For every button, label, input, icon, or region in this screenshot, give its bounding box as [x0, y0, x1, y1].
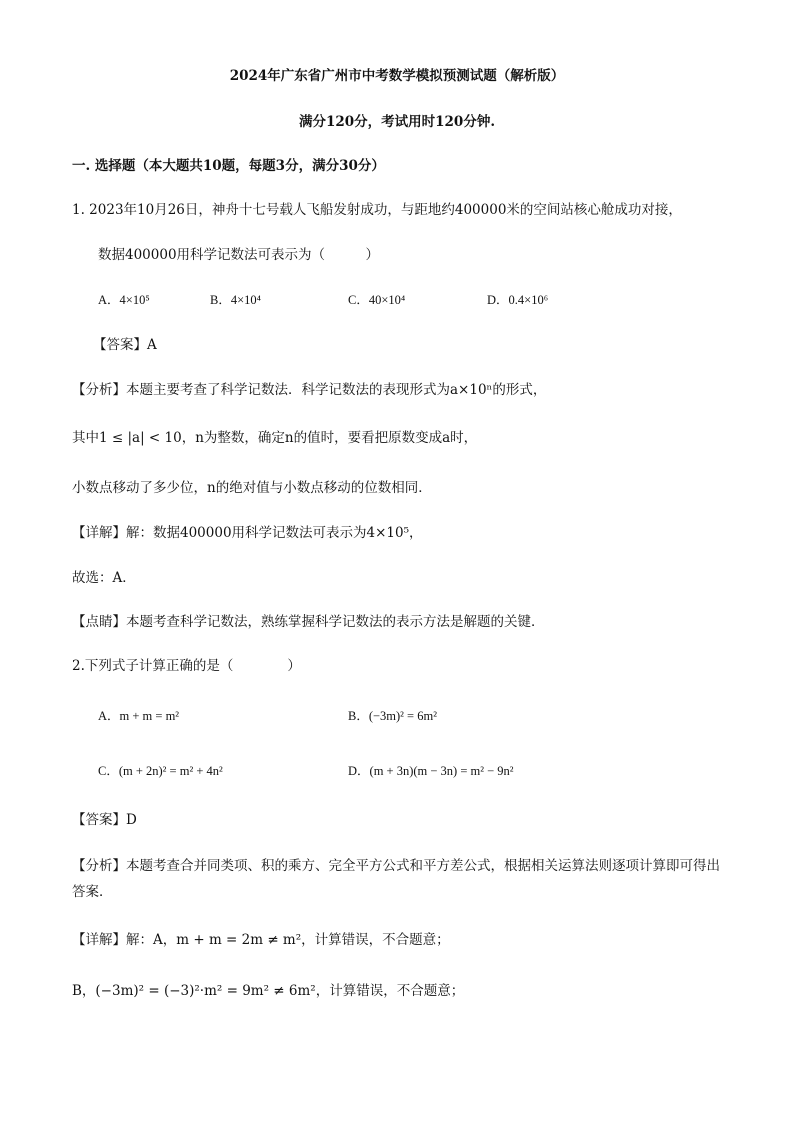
q1-stem-2: 数据400000用科学记数法可表示为（ ） — [98, 247, 380, 263]
q1-analysis-2: 其中1 ≤ |a| < 10，n为整数，确定n的值时，要看把原数变成a时， — [72, 430, 478, 446]
q2-detail-a: 【详解】解：A，m + m = 2m ≠ m²，计算错误，不合题意； — [72, 932, 450, 948]
q1-option-d: D．0.4×10⁶ — [487, 293, 549, 307]
q2-analysis: 【分析】本题考查合并同类项、积的乘方、完全平方公式和平方差公式，根据相关运算法则逐项计算即可得出答案． — [72, 858, 720, 900]
q2-answer: 【答案】D — [72, 812, 137, 828]
q1-answer: 【答案】A — [93, 337, 157, 353]
q1-option-a: A．4×10⁵ — [98, 293, 150, 307]
q2-option-b: B．(−3m)² = 6m² — [348, 709, 437, 723]
q1-analysis-1: 【分析】本题主要考查了科学记数法．科学记数法的表现形式为a×10ⁿ的形式， — [72, 382, 547, 398]
q2-option-c: C．(m + 2n)² = m² + 4n² — [98, 764, 223, 778]
section-heading: 一. 选择题（本大题共10题，每题3分，满分30分） — [72, 158, 385, 174]
q1-analysis-3: 小数点移动了多少位，n的绝对值与小数点移动的位数相同． — [72, 480, 432, 496]
q1-detail: 【详解】解：数据400000用科学记数法可表示为4×10⁵， — [72, 525, 423, 541]
q1-option-c: C．40×10⁴ — [348, 293, 406, 307]
q1-comment: 【点睛】本题考查科学记数法，熟练掌握科学记数法的表示方法是解题的关键． — [72, 614, 545, 630]
q1-stem: 1. 2023年10月26日，神舟十七号载人飞船发射成功，与距地约400000米的空间站核心舱成功对接， — [72, 202, 682, 218]
q2-option-a: A．m + m = m² — [98, 709, 180, 723]
q2-detail-b: B，(−3m)² = (−3)²·m² = 9m² ≠ 6m²，计算错误，不合题意； — [72, 983, 465, 999]
page-subtitle: 满分120分，考试用时120分钟. — [298, 114, 496, 130]
page-title: 2024年广东省广州市中考数学模拟预测试题（解析版） — [229, 68, 565, 84]
q2-option-d: D．(m + 3n)(m − 3n) = m² − 9n² — [348, 764, 514, 778]
q1-option-b: B．4×10⁴ — [210, 293, 261, 307]
q1-choice: 故选：A． — [72, 570, 136, 586]
q2-stem: 2.下列式子计算正确的是（ ） — [72, 658, 301, 674]
